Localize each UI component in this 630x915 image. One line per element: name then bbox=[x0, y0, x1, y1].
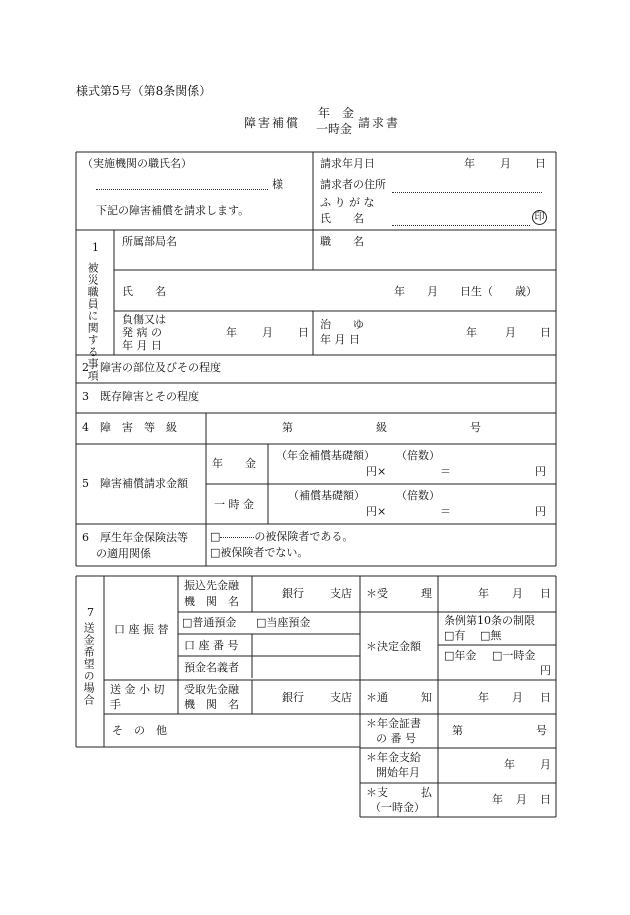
form-number: 様式第5号（第8条関係） bbox=[76, 84, 212, 98]
injury-year-label: 年 bbox=[226, 326, 237, 339]
pay-day: 日 bbox=[540, 793, 551, 806]
birth-date-label: 年 月 日生（ 歳） bbox=[394, 285, 537, 298]
cure-year-label: 年 bbox=[466, 326, 477, 339]
decided-ichijikin-text: 一時金 bbox=[502, 649, 536, 662]
insured-option-text: の被保険者である。 bbox=[254, 530, 354, 543]
received-label: ＊受 理 bbox=[366, 587, 432, 600]
insured-option[interactable] bbox=[210, 530, 353, 543]
agency-name-field[interactable] bbox=[96, 189, 268, 190]
insured-checkbox[interactable]: □ bbox=[210, 530, 221, 543]
claimant-name-label: 氏 名 bbox=[320, 212, 364, 225]
injury-date-label-1: 負傷又は bbox=[122, 313, 166, 326]
decided-ichijikin-checkbox[interactable]: □ bbox=[492, 649, 503, 662]
decided-yen: 円 bbox=[540, 664, 551, 677]
remit-side-label: 送金希望の場合 bbox=[82, 622, 96, 706]
toza-checkbox[interactable]: □ bbox=[256, 616, 267, 629]
pension-multiple-label: （倍数） bbox=[396, 449, 440, 462]
recv-branch-suffix: 支店 bbox=[330, 691, 352, 704]
section-2-label: 2 障害の部位及びその程度 bbox=[82, 361, 221, 374]
futsu-text: 普通預金 bbox=[192, 616, 237, 629]
request-text: 下記の障害補償を請求します。 bbox=[96, 204, 250, 217]
bank-label-2: 機 関 名 bbox=[184, 595, 239, 608]
pay-month: 月 bbox=[516, 793, 527, 806]
account-holder-label: 預金名義者 bbox=[184, 661, 239, 674]
injury-date-label-3: 年 月 日 bbox=[122, 339, 162, 352]
cert-label-2: の 番 号 bbox=[376, 732, 416, 745]
futsu-option[interactable] bbox=[182, 616, 236, 629]
pension-base-label: （年金補償基礎額） bbox=[276, 449, 375, 462]
lump-base-label: （補償基礎額） bbox=[288, 489, 365, 502]
section-1-number: 1 bbox=[92, 241, 99, 254]
title-upper: 年 金 bbox=[318, 106, 355, 120]
other-label: そ の 他 bbox=[112, 724, 167, 737]
pension-yen-times: 円× bbox=[366, 465, 387, 478]
restriction-yes[interactable] bbox=[444, 629, 465, 642]
furigana-label: ふ り が な bbox=[320, 196, 375, 209]
insurance-law-field[interactable] bbox=[220, 537, 254, 538]
start-label-1: ＊年金支給 bbox=[366, 751, 421, 764]
grade-go: 号 bbox=[470, 421, 481, 434]
pension-yen: 円 bbox=[535, 465, 546, 478]
injury-month-label: 月 bbox=[262, 326, 273, 339]
grade-kyu: 級 bbox=[376, 421, 387, 434]
account-number-label: 口 座 番 号 bbox=[184, 639, 239, 652]
received-year: 年 bbox=[478, 587, 489, 600]
request-day-label: 日 bbox=[535, 157, 546, 170]
claimant-name-field[interactable] bbox=[392, 225, 530, 226]
injury-day-label: 日 bbox=[298, 326, 309, 339]
decided-nenkin-checkbox[interactable]: □ bbox=[444, 649, 455, 662]
section-6-label-2: の適用関係 bbox=[96, 547, 151, 560]
section-4-label: 4 障 害 等 級 bbox=[82, 421, 177, 434]
start-year: 年 bbox=[504, 758, 515, 771]
section-3-label: 3 既存障害とその程度 bbox=[82, 390, 199, 403]
toza-text: 当座預金 bbox=[266, 616, 311, 629]
futsu-checkbox[interactable]: □ bbox=[182, 616, 193, 629]
address-label: 請求者の住所 bbox=[320, 178, 386, 191]
received-day: 日 bbox=[540, 587, 551, 600]
not-insured-checkbox[interactable]: □ bbox=[210, 546, 221, 559]
restriction-label: 条例第10条の制限 bbox=[444, 614, 535, 627]
notice-label: ＊通 知 bbox=[366, 691, 432, 704]
notice-year: 年 bbox=[478, 691, 489, 704]
cert-go: 号 bbox=[536, 724, 547, 737]
seal-mark: 印 bbox=[532, 210, 547, 225]
dept-label: 所属部局名 bbox=[122, 235, 177, 248]
received-month: 月 bbox=[512, 587, 523, 600]
pay-year: 年 bbox=[492, 793, 503, 806]
agency-label: （実施機関の職氏名） bbox=[82, 157, 192, 170]
check-label-1: 送 金 小 切 bbox=[110, 683, 165, 696]
job-label: 職 名 bbox=[320, 235, 364, 248]
title-suffix: 請求書 bbox=[358, 116, 401, 130]
lump-yen-times: 円× bbox=[366, 505, 387, 518]
cert-label-1: ＊年金証書 bbox=[366, 717, 421, 730]
cure-date-label-2: 年 月 日 bbox=[320, 333, 360, 346]
account-transfer-label: 口 座 振 替 bbox=[114, 623, 169, 636]
pay-label-2: （一時金） bbox=[370, 801, 425, 814]
restriction-yes-checkbox[interactable]: □ bbox=[444, 629, 455, 642]
notice-day: 日 bbox=[540, 691, 551, 704]
branch-suffix: 支店 bbox=[330, 587, 352, 600]
cure-month-label: 月 bbox=[505, 326, 516, 339]
request-year-label: 年 bbox=[464, 157, 475, 170]
recv-bank-label-2: 機 関 名 bbox=[184, 698, 239, 711]
decided-nenkin[interactable] bbox=[444, 649, 476, 662]
lump-sum-label: 一 時 金 bbox=[214, 498, 254, 511]
title-lower: 一時金 bbox=[316, 122, 353, 136]
section-6-label-1: 6 厚生年金保険法等 bbox=[82, 531, 188, 544]
injury-date-label-2: 発 病 の bbox=[122, 326, 162, 339]
decided-nenkin-text: 年金 bbox=[454, 649, 477, 662]
recv-bank-suffix: 銀行 bbox=[282, 691, 304, 704]
section-5-label: 5 障害補償請求金額 bbox=[82, 477, 188, 490]
toza-option[interactable] bbox=[256, 616, 310, 629]
grade-dai: 第 bbox=[282, 421, 293, 434]
restriction-yes-text: 有 bbox=[454, 629, 466, 642]
bank-label-1: 振込先金融 bbox=[184, 579, 239, 592]
restriction-no[interactable] bbox=[480, 629, 501, 642]
cert-dai: 第 bbox=[452, 724, 463, 737]
victim-side-label: 被災職員に関する事項 bbox=[86, 262, 100, 382]
lump-equals: ＝ bbox=[440, 505, 451, 518]
request-month-label: 月 bbox=[500, 157, 511, 170]
lump-yen: 円 bbox=[535, 505, 546, 518]
cure-date-label-1: 治 ゆ bbox=[320, 318, 364, 331]
address-field[interactable] bbox=[392, 192, 542, 193]
victim-name-label: 氏 名 bbox=[122, 285, 166, 298]
lump-multiple-label: （倍数） bbox=[396, 489, 440, 502]
bank-suffix: 銀行 bbox=[282, 587, 304, 600]
request-date-label: 請求年月日 bbox=[320, 157, 375, 170]
not-insured-option-text: 被保険者でない。 bbox=[220, 546, 309, 559]
pension-label: 年 金 bbox=[212, 457, 256, 470]
decided-amount-label: ＊決定金額 bbox=[366, 640, 421, 653]
decided-ichijikin[interactable] bbox=[492, 649, 535, 662]
sama-label: 様 bbox=[272, 178, 283, 191]
section-7-number: 7 bbox=[87, 606, 94, 619]
pension-equals: ＝ bbox=[440, 465, 451, 478]
notice-month: 月 bbox=[512, 691, 523, 704]
restriction-no-checkbox[interactable]: □ bbox=[480, 629, 491, 642]
restriction-no-text: 無 bbox=[490, 629, 502, 642]
start-label-2: 開始年月 bbox=[376, 766, 420, 779]
not-insured-option[interactable] bbox=[210, 546, 308, 559]
pay-label-1: ＊支 払 bbox=[366, 786, 432, 799]
recv-bank-label-1: 受取先金融 bbox=[184, 683, 239, 696]
start-month: 月 bbox=[540, 758, 551, 771]
cure-day-label: 日 bbox=[540, 326, 551, 339]
title-prefix: 障害補償 bbox=[244, 116, 301, 130]
check-label-2: 手 bbox=[110, 698, 121, 711]
